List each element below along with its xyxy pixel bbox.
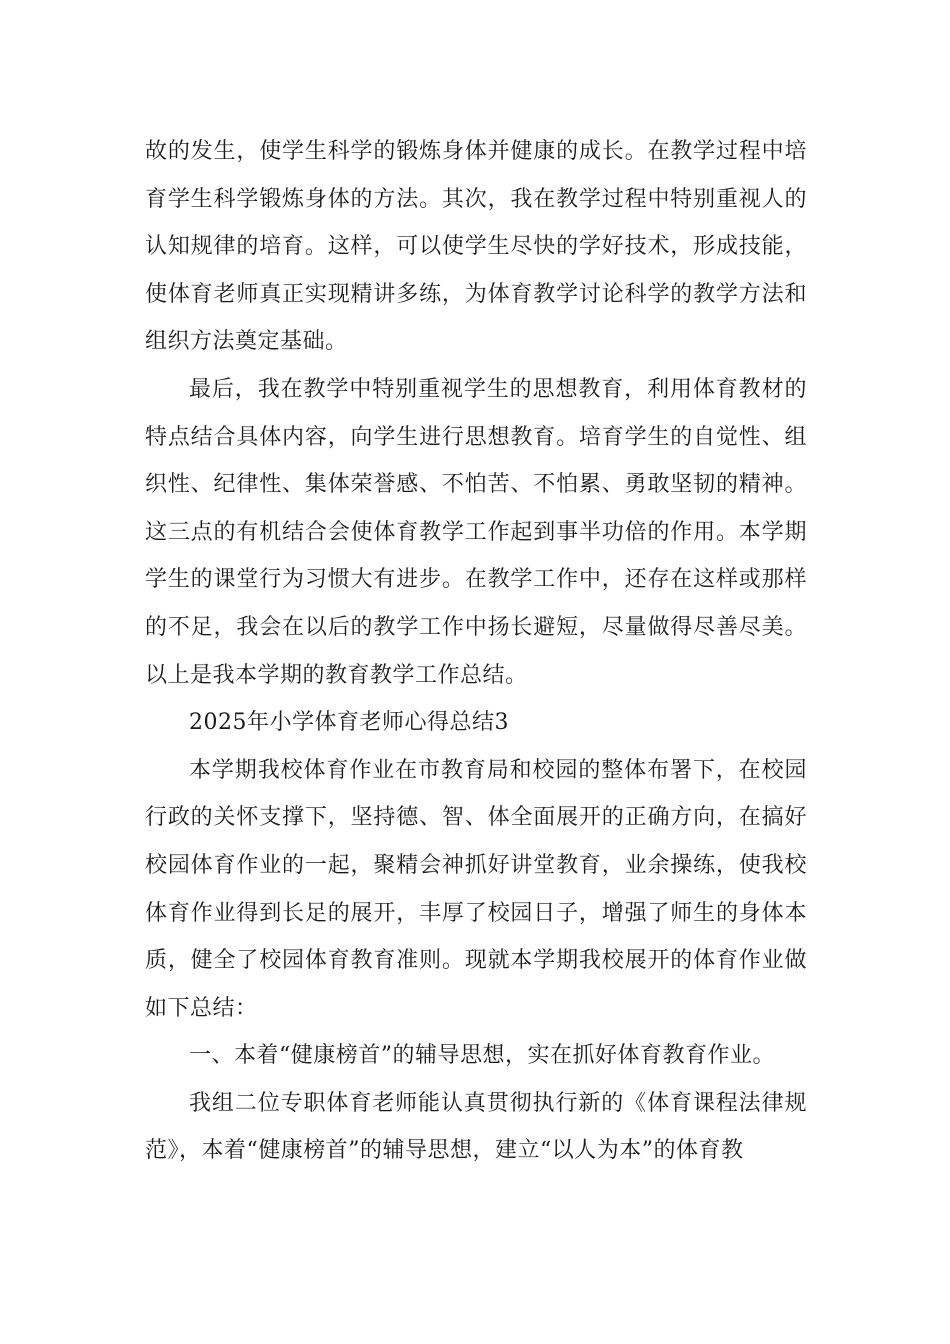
subsection-heading: 一、本着“健康榜首”的辅导思想，实在抓好体育教育作业。	[189, 1043, 775, 1069]
paragraph-continuation: 故的发生，使学生科学的锻炼身体并健康的成长。在教学过程中培育学生科学锻炼身体的方法。其次，我在教学过程中特别重视人的认知规律的培育。这样，可以使学生尽快的学好技术，形成技能，使体育老师真正实现精讲多练，为体育教学讨论科学的教学方法和组织方法奠定基础。	[145, 139, 807, 355]
section-heading: 2025年小学体育老师心得总结3	[189, 710, 509, 736]
paragraph-intro: 本学期我校体育作业在市教育局和校园的整体布署下，在校园行政的关怀支撑下，坚持德、智、体全面展开的正确方向，在搞好校园体育作业的一起，聚精会神抓好讲堂教育，业余操练，使我校体育作业得到长足的展开，丰厚了校园日子，增强了师生的身体本质，健全了校园体育教育准则。现就本学期我校展开的体育作业做如下总结：	[145, 757, 807, 1021]
document-body	[145, 128, 807, 1175]
paragraph-body: 我组二位专职体育老师能认真贯彻执行新的《体育课程法律规范》，本着“健康榜首”的辅导思想，建立“以人为本”的体育教	[145, 1090, 807, 1164]
paragraph-conclusion: 最后，我在教学中特别重视学生的思想教育，利用体育教材的特点结合具体内容，向学生进行思想教育。培育学生的自觉性、组织性、纪律性、集体荣誉感、不怕苦、不怕累、勇敢坚韧的精神。这三点的有机结合会使体育教学工作起到事半功倍的作用。本学期学生的课堂行为习惯大有进步。在教学工作中，还存在这样或那样的不足，我会在以后的教学工作中扬长避短，尽量做得尽善尽美。以上是我本学期的教育教学工作总结。	[145, 376, 807, 688]
